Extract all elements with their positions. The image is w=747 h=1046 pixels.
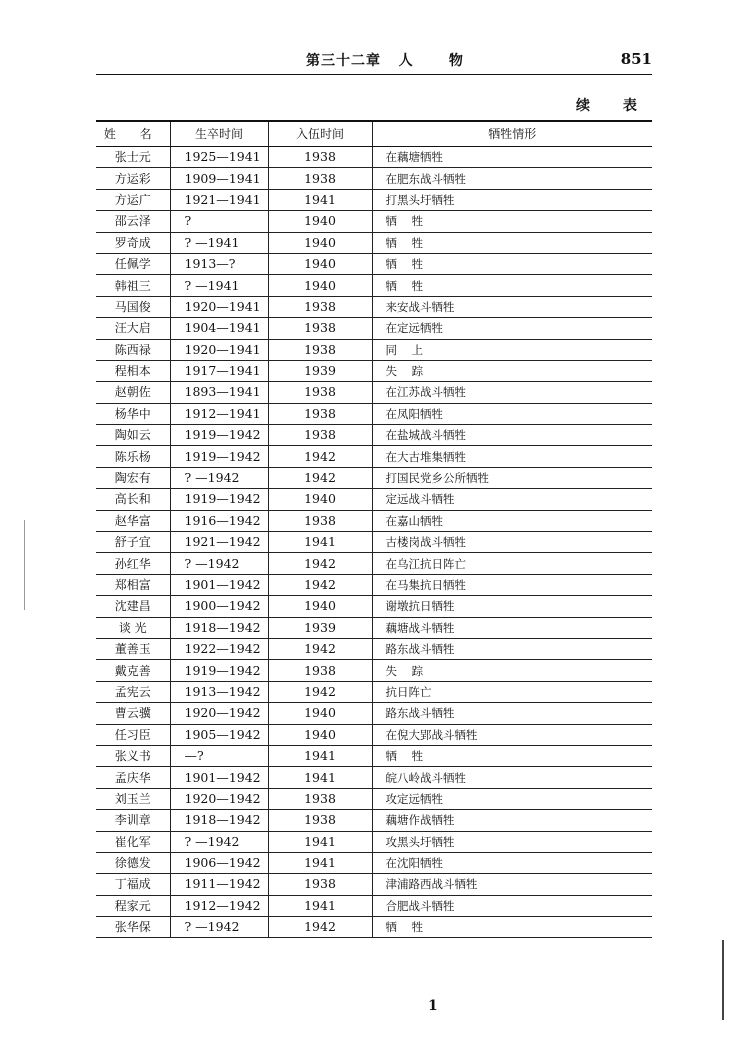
- cell-circumstance: 牺 牲: [372, 232, 652, 253]
- cell-circumstance: 皖八岭战斗牺牲: [372, 767, 652, 788]
- cell-enlistment-year: 1939: [268, 617, 372, 638]
- cell-life-dates: ? —1941: [170, 232, 268, 253]
- cell-name: 董善玉: [96, 638, 170, 659]
- cell-enlistment-year: 1938: [268, 318, 372, 339]
- cell-circumstance: 藕塘作战牺牲: [372, 810, 652, 831]
- cell-enlistment-year: 1940: [268, 275, 372, 296]
- table-row: [96, 403, 652, 424]
- table-row: [96, 339, 652, 360]
- cell-life-dates: 1905—1942: [170, 724, 268, 745]
- cell-life-dates: 1900—1942: [170, 596, 268, 617]
- cell-life-dates: 1920—1941: [170, 296, 268, 317]
- cell-life-dates: 1919—1942: [170, 489, 268, 510]
- table-row: [96, 831, 652, 852]
- cell-name: 赵华富: [96, 510, 170, 531]
- cell-enlistment-year: 1941: [268, 189, 372, 210]
- scan-margin-line: [24, 520, 25, 610]
- column-header-joined: 入伍时间: [268, 121, 372, 147]
- cell-circumstance: 在凤阳牺牲: [372, 403, 652, 424]
- cell-circumstance: 打国民党乡公所牺牲: [372, 467, 652, 488]
- cell-enlistment-year: 1941: [268, 532, 372, 553]
- cell-name: 舒子宜: [96, 532, 170, 553]
- cell-circumstance: 在马集抗日牺牲: [372, 574, 652, 595]
- cell-life-dates: 1919—1942: [170, 660, 268, 681]
- table-row: [96, 917, 652, 938]
- table-row: [96, 788, 652, 809]
- cell-circumstance: 在嘉山牺牲: [372, 510, 652, 531]
- cell-life-dates: 1921—1942: [170, 532, 268, 553]
- column-header-fate: 牺牲情形: [372, 121, 652, 147]
- table-row: [96, 296, 652, 317]
- cell-enlistment-year: 1941: [268, 767, 372, 788]
- cell-circumstance: 牺 牲: [372, 253, 652, 274]
- cell-name: 马国俊: [96, 296, 170, 317]
- cell-name: 刘玉兰: [96, 788, 170, 809]
- cell-circumstance: 在肥东战斗牺牲: [372, 168, 652, 189]
- cell-circumstance: 谢墩抗日牺牲: [372, 596, 652, 617]
- cell-circumstance: 合肥战斗牺牲: [372, 895, 652, 916]
- table-row: [96, 724, 652, 745]
- cell-name: 徐德发: [96, 852, 170, 873]
- cell-life-dates: ?: [170, 211, 268, 232]
- table-row: [96, 895, 652, 916]
- cell-name: 陶宏有: [96, 467, 170, 488]
- cell-circumstance: 牺 牲: [372, 275, 652, 296]
- table-row: [96, 446, 652, 467]
- table-row: [96, 275, 652, 296]
- cell-circumstance: 来安战斗牺牲: [372, 296, 652, 317]
- cell-life-dates: ? —1942: [170, 917, 268, 938]
- table-row: [96, 852, 652, 873]
- cell-name: 陈乐杨: [96, 446, 170, 467]
- table-row: [96, 532, 652, 553]
- table-row: [96, 425, 652, 446]
- table-row: [96, 681, 652, 702]
- cell-circumstance: 古楼岗战斗牺牲: [372, 532, 652, 553]
- cell-name: 陈西禄: [96, 339, 170, 360]
- cell-circumstance: 牺 牲: [372, 917, 652, 938]
- cell-circumstance: 在沈阳牺牲: [372, 852, 652, 873]
- cell-circumstance: 打黑头圩牺牲: [372, 189, 652, 210]
- cell-life-dates: 1918—1942: [170, 810, 268, 831]
- table-caption: 续 表: [576, 98, 651, 114]
- cell-name: 沈建昌: [96, 596, 170, 617]
- cell-name: 崔化军: [96, 831, 170, 852]
- cell-circumstance: 路东战斗牺牲: [372, 703, 652, 724]
- cell-life-dates: 1916—1942: [170, 510, 268, 531]
- cell-name: 张士元: [96, 147, 170, 168]
- table-row: [96, 360, 652, 381]
- cell-name: 程家元: [96, 895, 170, 916]
- table-row: [96, 553, 652, 574]
- cell-life-dates: 1911—1942: [170, 874, 268, 895]
- cell-enlistment-year: 1940: [268, 703, 372, 724]
- cell-circumstance: 在乌江抗日阵亡: [372, 553, 652, 574]
- cell-enlistment-year: 1942: [268, 681, 372, 702]
- cell-circumstance: 牺 牲: [372, 211, 652, 232]
- cell-life-dates: 1893—1941: [170, 382, 268, 403]
- table-header: [96, 121, 652, 147]
- cell-circumstance: 在江苏战斗牺牲: [372, 382, 652, 403]
- cell-enlistment-year: 1938: [268, 403, 372, 424]
- cell-enlistment-year: 1938: [268, 168, 372, 189]
- cell-name: 孙红华: [96, 553, 170, 574]
- cell-name: 杨华中: [96, 403, 170, 424]
- cell-enlistment-year: 1942: [268, 638, 372, 659]
- cell-enlistment-year: 1942: [268, 467, 372, 488]
- cell-circumstance: 在倪大郢战斗牺牲: [372, 724, 652, 745]
- table-row: [96, 660, 652, 681]
- cell-life-dates: —?: [170, 745, 268, 766]
- cell-enlistment-year: 1940: [268, 253, 372, 274]
- cell-life-dates: ? —1942: [170, 467, 268, 488]
- cell-circumstance: 攻定远牺牲: [372, 788, 652, 809]
- cell-name: 罗奇成: [96, 232, 170, 253]
- martyrs-table: [96, 120, 652, 938]
- cell-life-dates: 1906—1942: [170, 852, 268, 873]
- cell-enlistment-year: 1938: [268, 874, 372, 895]
- cell-name: 陶如云: [96, 425, 170, 446]
- cell-life-dates: 1921—1941: [170, 189, 268, 210]
- table-row: [96, 189, 652, 210]
- cell-life-dates: 1912—1942: [170, 895, 268, 916]
- cell-name: 孟宪云: [96, 681, 170, 702]
- page-number: 851: [620, 50, 652, 68]
- chapter-title: 第三十二章 人 物: [306, 53, 464, 69]
- cell-enlistment-year: 1938: [268, 660, 372, 681]
- cell-life-dates: 1920—1942: [170, 788, 268, 809]
- cell-life-dates: 1922—1942: [170, 638, 268, 659]
- cell-circumstance: 失 踪: [372, 360, 652, 381]
- cell-life-dates: 1912—1941: [170, 403, 268, 424]
- cell-enlistment-year: 1941: [268, 745, 372, 766]
- cell-circumstance: 津浦路西战斗牺牲: [372, 874, 652, 895]
- table-row: [96, 596, 652, 617]
- cell-life-dates: 1901—1942: [170, 767, 268, 788]
- cell-name: 赵朝佐: [96, 382, 170, 403]
- table-row: [96, 253, 652, 274]
- cell-life-dates: 1909—1941: [170, 168, 268, 189]
- footer-mark: 1: [428, 998, 438, 1014]
- cell-name: 丁福成: [96, 874, 170, 895]
- cell-life-dates: 1913—?: [170, 253, 268, 274]
- table-row: [96, 318, 652, 339]
- cell-enlistment-year: 1942: [268, 574, 372, 595]
- scan-edge-line: [722, 940, 724, 1020]
- cell-circumstance: 牺 牲: [372, 745, 652, 766]
- table-row: [96, 232, 652, 253]
- cell-enlistment-year: 1942: [268, 446, 372, 467]
- cell-life-dates: ? —1941: [170, 275, 268, 296]
- table-row: [96, 703, 652, 724]
- cell-enlistment-year: 1940: [268, 489, 372, 510]
- cell-life-dates: 1913—1942: [170, 681, 268, 702]
- table-row: [96, 211, 652, 232]
- cell-name: 孟庆华: [96, 767, 170, 788]
- cell-circumstance: 失 踪: [372, 660, 652, 681]
- cell-name: 汪大启: [96, 318, 170, 339]
- table-row: [96, 574, 652, 595]
- cell-enlistment-year: 1938: [268, 425, 372, 446]
- cell-name: 张华保: [96, 917, 170, 938]
- cell-name: 程相本: [96, 360, 170, 381]
- cell-enlistment-year: 1938: [268, 510, 372, 531]
- cell-enlistment-year: 1939: [268, 360, 372, 381]
- cell-circumstance: 攻黑头圩牺牲: [372, 831, 652, 852]
- cell-enlistment-year: 1941: [268, 895, 372, 916]
- cell-life-dates: 1904—1941: [170, 318, 268, 339]
- table-row: [96, 767, 652, 788]
- cell-enlistment-year: 1942: [268, 553, 372, 574]
- cell-life-dates: 1919—1942: [170, 425, 268, 446]
- table-row: [96, 810, 652, 831]
- cell-life-dates: 1920—1941: [170, 339, 268, 360]
- cell-enlistment-year: 1940: [268, 596, 372, 617]
- cell-name: 邵云泽: [96, 211, 170, 232]
- table-row: [96, 874, 652, 895]
- cell-enlistment-year: 1942: [268, 917, 372, 938]
- cell-life-dates: 1917—1941: [170, 360, 268, 381]
- cell-name: 张义书: [96, 745, 170, 766]
- table-row: [96, 467, 652, 488]
- table-row: [96, 510, 652, 531]
- cell-circumstance: 同 上: [372, 339, 652, 360]
- cell-circumstance: 在盐城战斗牺牲: [372, 425, 652, 446]
- cell-enlistment-year: 1938: [268, 788, 372, 809]
- table-row: [96, 745, 652, 766]
- cell-name: 谈 光: [96, 617, 170, 638]
- cell-circumstance: 在大古堆集牺牲: [372, 446, 652, 467]
- cell-circumstance: 藕塘战斗牺牲: [372, 617, 652, 638]
- cell-life-dates: 1925—1941: [170, 147, 268, 168]
- cell-name: 戴克善: [96, 660, 170, 681]
- cell-life-dates: 1901—1942: [170, 574, 268, 595]
- cell-enlistment-year: 1938: [268, 382, 372, 403]
- cell-enlistment-year: 1938: [268, 296, 372, 317]
- cell-name: 韩祖三: [96, 275, 170, 296]
- cell-name: 方运彩: [96, 168, 170, 189]
- cell-enlistment-year: 1940: [268, 211, 372, 232]
- cell-enlistment-year: 1941: [268, 852, 372, 873]
- cell-circumstance: 路东战斗牺牲: [372, 638, 652, 659]
- cell-name: 方运广: [96, 189, 170, 210]
- cell-enlistment-year: 1938: [268, 147, 372, 168]
- table-row: [96, 382, 652, 403]
- cell-enlistment-year: 1938: [268, 810, 372, 831]
- column-header-name: 姓 名: [96, 121, 170, 147]
- cell-circumstance: 在定远牺牲: [372, 318, 652, 339]
- table-body: [96, 147, 652, 938]
- cell-name: 郑相富: [96, 574, 170, 595]
- table-row: [96, 617, 652, 638]
- table-row: [96, 147, 652, 168]
- cell-circumstance: 定远战斗牺牲: [372, 489, 652, 510]
- cell-name: 李训章: [96, 810, 170, 831]
- cell-name: 任习臣: [96, 724, 170, 745]
- cell-name: 曹云骥: [96, 703, 170, 724]
- page-header: [96, 44, 652, 72]
- cell-name: 任佩学: [96, 253, 170, 274]
- cell-circumstance: 在藕塘牺牲: [372, 147, 652, 168]
- column-header-life: 生卒时间: [170, 121, 268, 147]
- table-row: [96, 638, 652, 659]
- cell-life-dates: 1918—1942: [170, 617, 268, 638]
- table-row: [96, 489, 652, 510]
- cell-name: 高长和: [96, 489, 170, 510]
- cell-life-dates: ? —1942: [170, 553, 268, 574]
- cell-enlistment-year: 1938: [268, 339, 372, 360]
- cell-circumstance: 抗日阵亡: [372, 681, 652, 702]
- cell-life-dates: 1920—1942: [170, 703, 268, 724]
- header-rule: [96, 74, 652, 75]
- cell-life-dates: ? —1942: [170, 831, 268, 852]
- cell-enlistment-year: 1940: [268, 232, 372, 253]
- cell-life-dates: 1919—1942: [170, 446, 268, 467]
- cell-enlistment-year: 1941: [268, 831, 372, 852]
- cell-enlistment-year: 1940: [268, 724, 372, 745]
- table-row: [96, 168, 652, 189]
